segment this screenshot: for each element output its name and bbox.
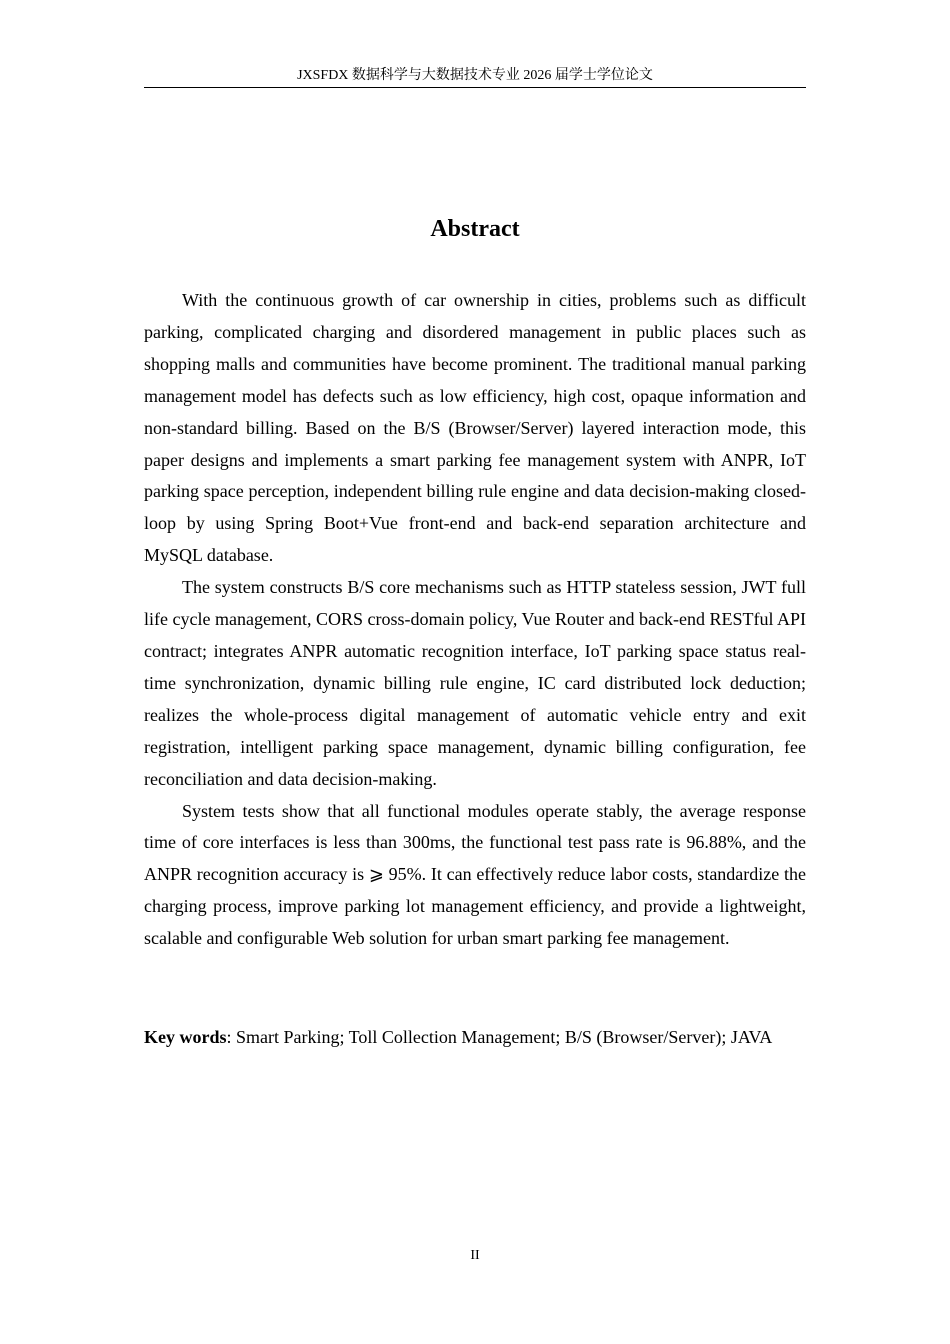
keywords-block: [144, 1021, 806, 1053]
keywords-text: Smart Parking; Toll Collection Management; B/S (Browser/Server); JAVA: [236, 1027, 773, 1047]
abstract-paragraph-2: The system constructs B/S core mechanisms such as HTTP stateless session, JWT full life cycle management, CORS cross-domain policy, Vue Router and back-end RESTful API contract; integrates ANPR automatic recognition interface, IoT parking space status real-time synchronization, dynamic billing rule engine, IC card distributed lock deduction; realizes the whole-process digital management of automatic vehicle entry and exit registration, intelligent parking space management, dynamic billing configuration, fee reconciliation and data decision-making.: [144, 577, 806, 789]
abstract-title: Abstract: [430, 216, 520, 242]
abstract-body: [144, 285, 806, 955]
running-header: JXSFDX 数据科学与大数据技术专业 2026 届学士学位论文: [297, 68, 653, 83]
page-number: II: [470, 1248, 480, 1263]
header-rule: [144, 87, 806, 88]
keywords-separator: :: [226, 1027, 237, 1047]
keywords-label: Key words: [144, 1027, 227, 1047]
abstract-paragraph-3: System tests show that all functional modules operate stably, the average response time of core interfaces is less than 300ms, the functional test pass rate is 96.88%, and the ANPR recognition accuracy is ⩾ 95%. It can effectively reduce labor costs, standardize the charging process, improve parking lot management efficiency, and provide a lightweight, scalable and configurable Web solution for urban smart parking fee management.: [144, 800, 806, 949]
abstract-paragraph-1: With the continuous growth of car ownership in cities, problems such as difficult parking, complicated charging and disordered management in public places such as shopping malls and communities have become prominent. The traditional manual parking management model has defects such as low efficiency, high cost, opaque information and non-standard billing. Based on the B/S (Browser/Server) layered interaction mode, this paper designs and implements a smart parking fee management system with ANPR, IoT parking space perception, independent billing rule engine and data decision-making closed-loop by using Spring Boot+Vue front-end and back-end separation architecture and MySQL database.: [144, 290, 806, 566]
